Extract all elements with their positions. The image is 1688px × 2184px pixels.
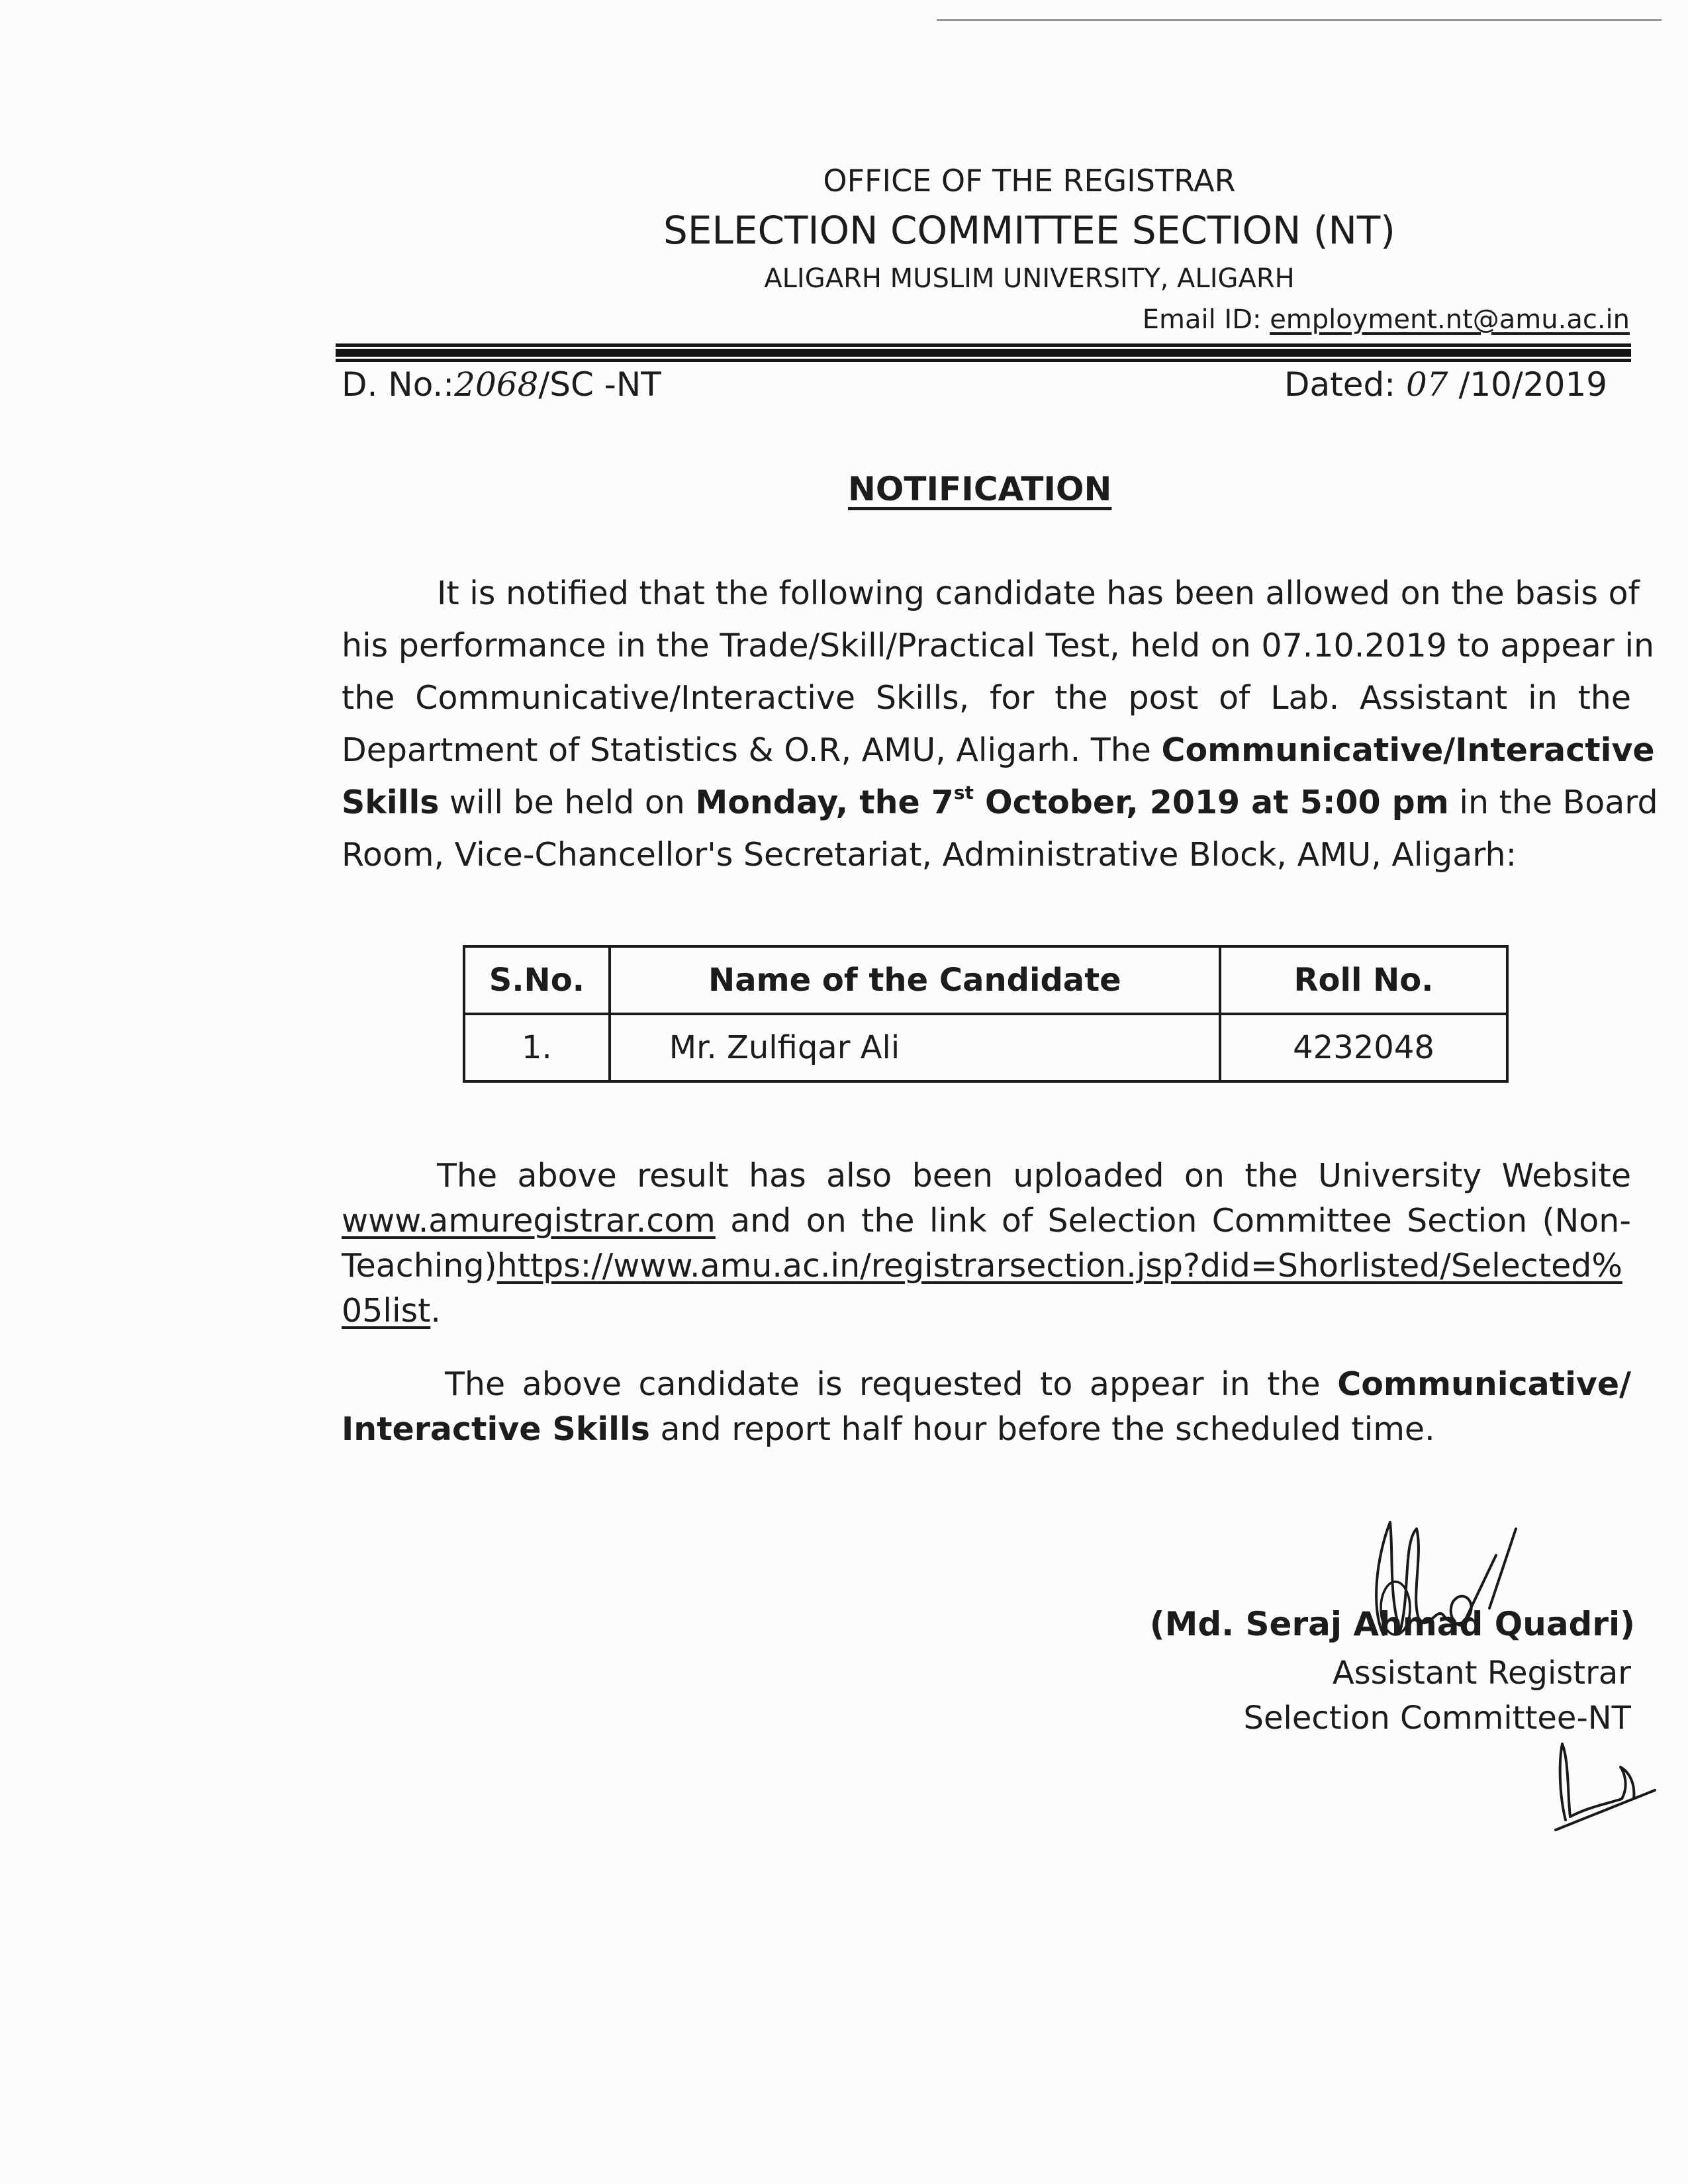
para1-line2: his performance in the Trade/Skill/Practical Test, held on 07.10.2019 to appear in [342, 627, 1655, 664]
para1-line3: the Communicative/Interactive Skills, for the post of Lab. Assistant in the [342, 679, 1631, 717]
para1-line4-bold: Communicative/Interactive [1161, 731, 1655, 769]
para3-line1 [445, 1365, 1631, 1403]
para2-line2-text: and on the link of Selection Committee Section (Non- [715, 1202, 1631, 1240]
letterhead-office: OFFICE OF THE REGISTRAR [823, 163, 1236, 199]
para2-line1: The above result has also been uploaded on the University Website [437, 1157, 1631, 1195]
para1-line5-skills: Skills [342, 784, 440, 821]
table-header-row [464, 946, 1507, 1014]
para2-line3 [342, 1247, 1631, 1285]
header-rule-thin-top [336, 343, 1631, 347]
email-label: Email ID: [1142, 304, 1270, 335]
email-link[interactable]: employment.nt@amu.ac.in [1270, 304, 1630, 335]
para3-line2-bold: Interactive Skills [342, 1410, 650, 1448]
cell-sno: 1. [464, 1014, 610, 1081]
para1-line5-venue: in the Board [1448, 784, 1658, 821]
header-rule-thin-bottom [336, 359, 1631, 362]
candidate-table [463, 945, 1509, 1083]
table-row [464, 1014, 1507, 1081]
signatory-section: Selection Committee-NT [1243, 1700, 1631, 1737]
para2-line3-teaching: Teaching) [342, 1247, 497, 1285]
dated-label: Dated: [1284, 365, 1406, 404]
para1-line5-held: will be held on [439, 784, 696, 821]
para2-period: . [430, 1292, 441, 1330]
dispatch-number [342, 365, 661, 404]
dated-rest: /10/2019 [1448, 365, 1608, 404]
page-title: NOTIFICATION [848, 470, 1112, 508]
para1-line6: Room, Vice-Chancellor's Secretariat, Administrative Block, AMU, Aligarh: [342, 836, 1517, 874]
initials-scribble-icon [1549, 1721, 1662, 1833]
para2-line2 [342, 1202, 1631, 1240]
header-name: Name of the Candidate [610, 946, 1220, 1014]
para1-line4-text: Department of Statistics & O.R, AMU, Aligarh. The [342, 731, 1162, 769]
para1-line1: It is notified that the following candidate has been allowed on the basis of [437, 574, 1640, 612]
para1-line5-time: October, 2019 at 5:00 pm [973, 784, 1449, 821]
para1-line5 [342, 782, 1658, 821]
dno-label: D. No.: [342, 365, 455, 404]
letterhead-university: ALIGARH MUSLIM UNIVERSITY, ALIGARH [764, 263, 1295, 294]
para1-line5-day: Monday, the 7 [695, 784, 954, 821]
scan-artifact-line [937, 19, 1662, 21]
cell-roll: 4232048 [1220, 1014, 1507, 1081]
cell-name: Mr. Zulfiqar Ali [610, 1014, 1220, 1081]
shortlist-link-part2[interactable]: 05list [342, 1292, 431, 1330]
header-roll: Roll No. [1220, 946, 1507, 1014]
letterhead-section: SELECTION COMMITTEE SECTION (NT) [663, 208, 1395, 253]
para2-line4 [342, 1292, 1631, 1330]
para3-line2-text: and report half hour before the scheduled time. [649, 1410, 1435, 1448]
para1-line4 [342, 731, 1655, 769]
dno-handwritten: 2068 [454, 365, 539, 404]
dno-suffix: /SC -NT [538, 365, 661, 404]
para1-line5-date [695, 784, 1448, 821]
para3-line1-text: The above candidate is requested to appear in the [445, 1365, 1338, 1403]
header-rule-thick [336, 349, 1631, 357]
shortlist-link-part1[interactable]: https://www.amu.ac.in/registrarsection.jsp?did=Shorlisted/Selected% [496, 1247, 1622, 1285]
para3-line1-bold: Communicative/ [1337, 1365, 1631, 1403]
para3-line2 [342, 1410, 1631, 1448]
header-sno: S.No. [464, 946, 610, 1014]
website-link[interactable]: www.amuregistrar.com [342, 1202, 716, 1240]
signatory-designation: Assistant Registrar [1332, 1655, 1631, 1692]
dated [1284, 365, 1607, 404]
para1-line5-sup: st [953, 782, 974, 803]
letterhead-email [1143, 304, 1630, 335]
signatory-name: (Md. Seraj Ahmad Quadri) [1149, 1605, 1635, 1643]
dated-day-handwritten: 07 [1405, 365, 1448, 404]
